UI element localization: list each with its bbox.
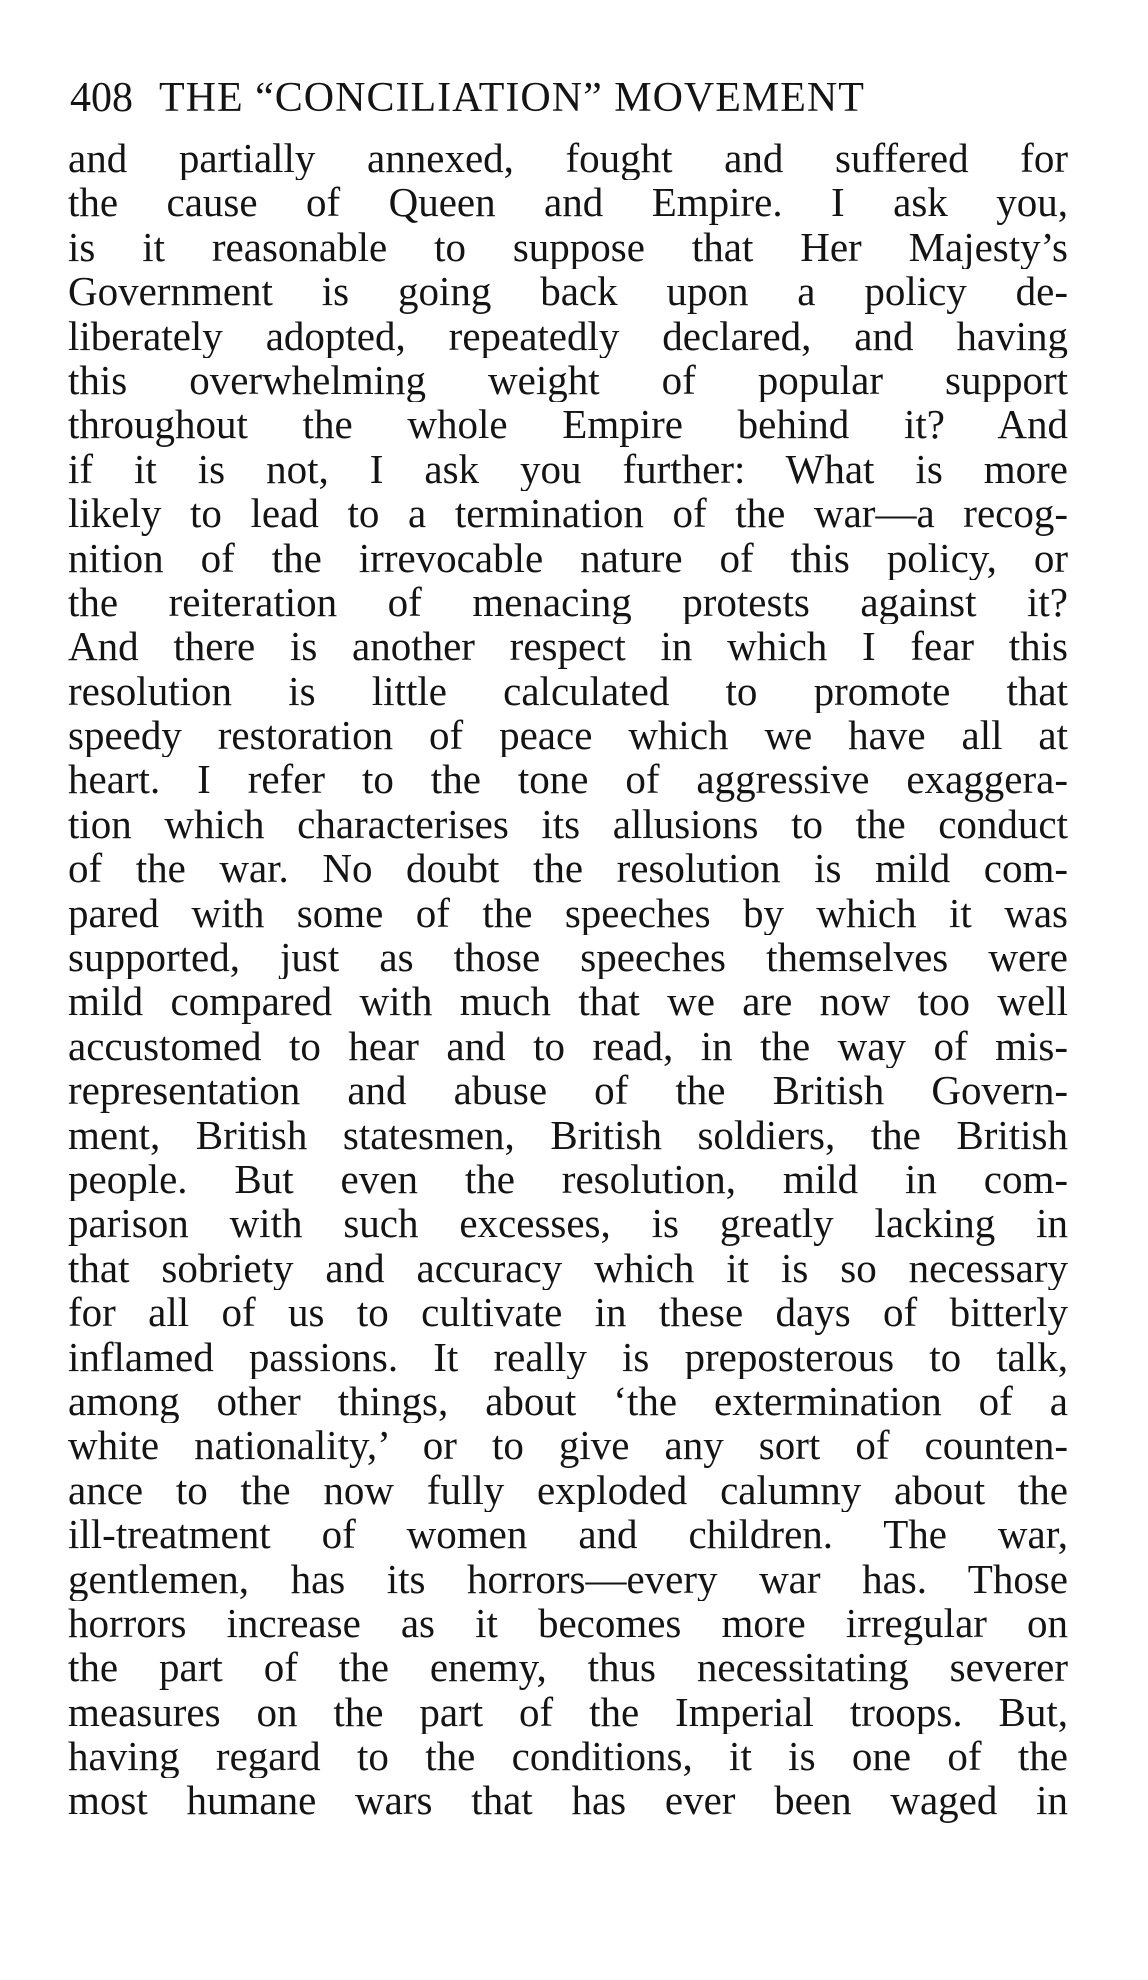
- text-line: supported, just as those speeches themselves were: [68, 935, 1068, 980]
- text-line: ance to the now fully exploded calumny about the: [68, 1467, 1068, 1513]
- text-line: most humane wars that has ever been waged in: [68, 1778, 1068, 1823]
- text-line: accustomed to hear and to read, in the way of mis-: [68, 1023, 1068, 1069]
- text-line: parison with such excesses, is greatly lacking in: [68, 1201, 1068, 1246]
- text-line: heart. I refer to the tone of aggressive exaggera-: [68, 757, 1068, 802]
- text-line: people. But even the resolution, mild in com-: [68, 1156, 1068, 1202]
- text-line: and partially annexed, fought and suffered for: [68, 136, 1068, 181]
- body-text: [68, 136, 1068, 1823]
- running-title: THE “CONCILIATION” MOVEMENT: [159, 75, 865, 121]
- text-line: mild compared with much that we are now too well: [68, 979, 1068, 1024]
- text-line: if it is not, I ask you further: What is more: [68, 446, 1068, 492]
- text-line: And there is another respect in which I fear this: [68, 624, 1068, 669]
- text-line: nition of the irrevocable nature of this policy, or: [68, 535, 1068, 580]
- text-line: the cause of Queen and Empire. I ask you,: [68, 180, 1068, 225]
- text-line: likely to lead to a termination of the war—a recog-: [68, 491, 1068, 536]
- text-line: representation and abuse of the British Govern-: [68, 1068, 1068, 1113]
- text-line: is it reasonable to suppose that Her Majesty’s: [68, 224, 1068, 270]
- text-line: pared with some of the speeches by which it was: [68, 890, 1068, 936]
- text-line: that sobriety and accuracy which it is so necessary: [68, 1245, 1068, 1291]
- text-line: of the war. No doubt the resolution is mild com-: [68, 846, 1068, 891]
- text-line: among other things, about ‘the extermination of a: [68, 1378, 1068, 1424]
- text-line: gentlemen, has its horrors—every war has. Those: [68, 1556, 1068, 1601]
- page-number: 408: [70, 75, 133, 121]
- text-line: resolution is little calculated to promote that: [68, 668, 1068, 714]
- running-head: [70, 68, 1060, 128]
- text-line: speedy restoration of peace which we have all at: [68, 713, 1068, 758]
- text-line: throughout the whole Empire behind it? And: [68, 402, 1068, 447]
- text-line: inflamed passions. It really is preposterous to talk,: [68, 1334, 1068, 1379]
- text-line: measures on the part of the Imperial troops. But,: [68, 1689, 1068, 1735]
- text-line: ment, British statesmen, British soldiers, the British: [68, 1112, 1068, 1157]
- text-line: horrors increase as it becomes more irregular on: [68, 1600, 1068, 1646]
- text-line: the reiteration of menacing protests against it?: [68, 579, 1068, 625]
- text-line: the part of the enemy, thus necessitating severer: [68, 1645, 1068, 1690]
- text-line: liberately adopted, repeatedly declared, and having: [68, 313, 1068, 358]
- text-line: tion which characterises its allusions to the conduct: [68, 801, 1068, 847]
- text-line: Government is going back upon a policy de-: [68, 269, 1068, 314]
- text-line: ill-treatment of women and children. The war,: [68, 1512, 1068, 1557]
- text-line: white nationality,’ or to give any sort of counten-: [68, 1423, 1068, 1468]
- text-line: for all of us to cultivate in these days of bitterly: [68, 1290, 1068, 1335]
- text-line: having regard to the conditions, it is one of the: [68, 1734, 1068, 1779]
- text-line: this overwhelming weight of popular support: [68, 357, 1068, 403]
